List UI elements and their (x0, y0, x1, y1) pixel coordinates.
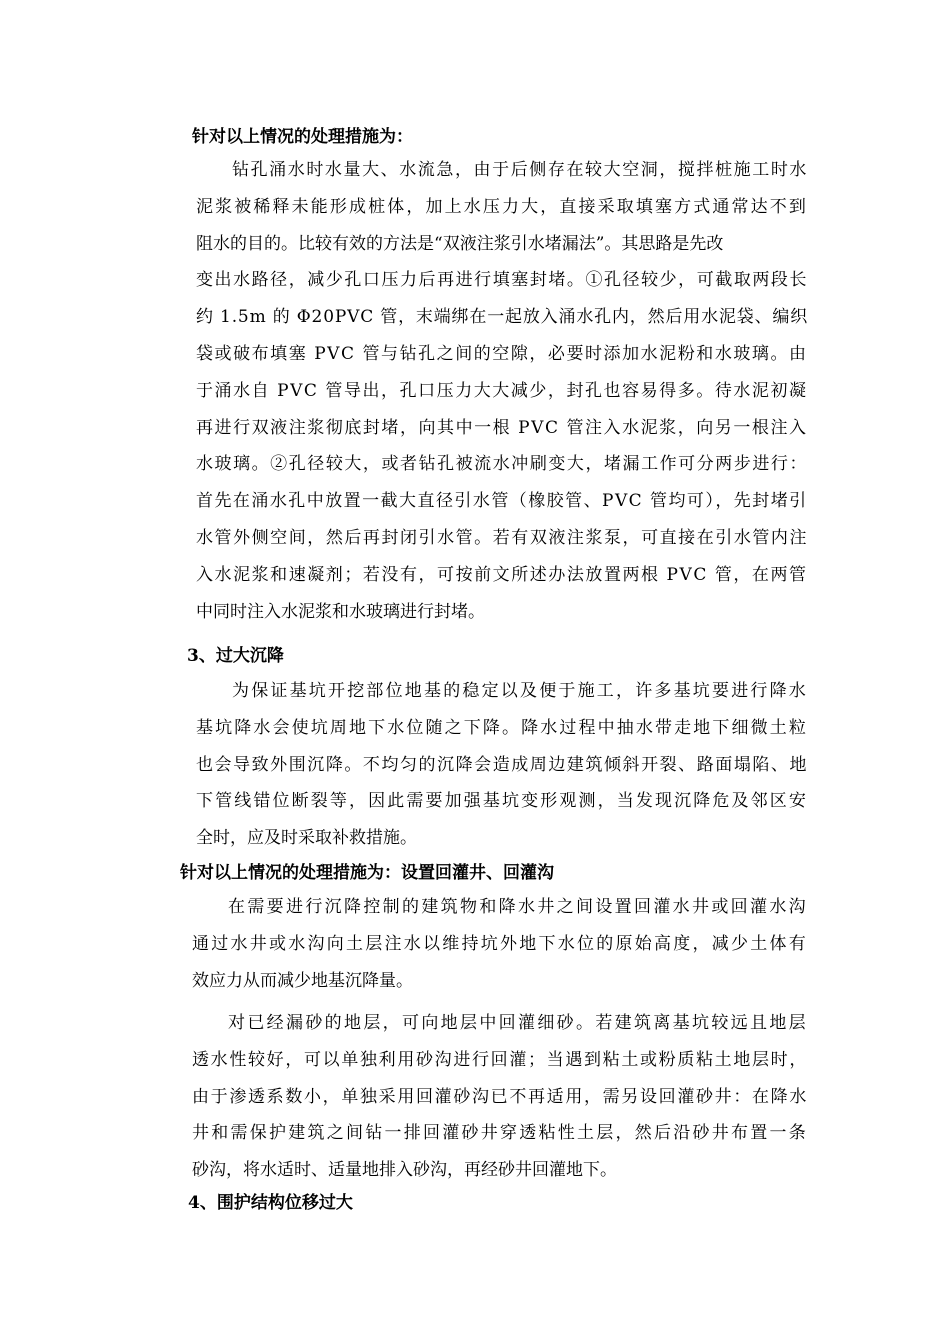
text-line: 砂沟，将水适时、适量地排入砂沟，再经砂井回灌地下。 (192, 1160, 617, 1181)
text-line: 由于渗透系数小，单独采用回灌砂沟已不再适用，需另设回灌砂井：在降水 (192, 1086, 808, 1107)
section-heading-excessive-settlement: 3、过大沉降 (187, 646, 284, 666)
text-line: 通过水井或水沟向土层注水以维持坑外地下水位的原始高度，减少土体有 (192, 933, 808, 954)
text-line: 入水泥浆和速凝剂；若没有，可按前文所述办法放置两根 PVC 管，在两管 (196, 564, 808, 585)
text-line: 再进行双液注浆彻底封堵，向其中一根 PVC 管注入水泥浆，向另一根注入 (196, 417, 808, 438)
text-line: 于涌水自 PVC 管导出，孔口压力大大减少，封孔也容易得多。待水泥初凝 (196, 380, 808, 401)
text-line: 中同时注入水泥浆和水玻璃进行封堵。 (196, 601, 485, 622)
paragraph-grouting-method (196, 152, 808, 630)
text-line: 水玻璃。②孔径较大，或者钻孔被流水冲刷变大，堵漏工作可分两步进行： (196, 454, 808, 475)
section-heading-treatment-1: 针对以上情况的处理措施为： (192, 127, 413, 147)
text-line: 阻水的目的。比较有效的方法是“双液注浆引水堵漏法”。其思路是先改 (196, 233, 724, 254)
paragraph-settlement-causes (196, 673, 808, 857)
text-line: 基坑降水会使坑周地下水位随之下降。降水过程中抽水带走地下细微土粒 (196, 717, 808, 738)
paragraph-recharge-well (192, 889, 808, 999)
section-heading-retaining-displacement: 4、围护结构位移过大 (188, 1193, 353, 1213)
text-line: 透水性较好，可以单独利用砂沟进行回灌；当遇到粘土或粉质粘土地层时， (192, 1049, 808, 1070)
paragraph-recharge-sand (192, 1005, 808, 1189)
text-line: 在需要进行沉降控制的建筑物和降水井之间设置回灌水井或回灌水沟 (228, 897, 808, 917)
text-line: 约 1.5m 的 Φ20PVC 管，末端绑在一起放入涌水孔内，然后用水泥袋、编织 (196, 307, 809, 328)
text-line: 首先在涌水孔中放置一截大直径引水管（橡胶管、PVC 管均可），先封堵引 (196, 491, 808, 512)
text-line: 变出水路径，减少孔口压力后再进行填塞封堵。①孔径较少，可截取两段长 (196, 270, 808, 291)
text-line: 井和需保护建筑之间钻一排回灌砂井穿透粘性土层，然后沿砂井布置一条 (192, 1123, 808, 1144)
text-line: 全时，应及时采取补救措施。 (196, 828, 417, 849)
section-heading-treatment-2: 针对以上情况的处理措施为：设置回灌井、回灌沟 (180, 863, 554, 883)
text-line: 对已经漏砂的地层，可向地层中回灌细砂。若建筑离基坑较远且地层 (228, 1013, 808, 1033)
text-line: 为保证基坑开挖部位地基的稳定以及便于施工，许多基坑要进行降水 (232, 681, 808, 701)
text-line: 袋或破布填塞 PVC 管与钻孔之间的空隙，必要时添加水泥粉和水玻璃。由 (196, 343, 808, 364)
text-line: 下管线错位断裂等，因此需要加强基坑变形观测，当发现沉降危及邻区安 (196, 791, 808, 812)
text-line: 水管外侧空间，然后再封闭引水管。若有双液注浆泵，可直接在引水管内注 (196, 527, 808, 548)
text-line: 也会导致外围沉降。不均匀的沉降会造成周边建筑倾斜开裂、路面塌陷、地 (196, 754, 808, 775)
text-line: 泥浆被稀释未能形成桩体，加上水压力大，直接采取填塞方式通常达不到 (196, 196, 808, 217)
text-line: 效应力从而减少地基沉降量。 (192, 970, 413, 991)
text-line: 钻孔涌水时水量大、水流急，由于后侧存在较大空洞，搅拌桩施工时水 (232, 160, 808, 180)
